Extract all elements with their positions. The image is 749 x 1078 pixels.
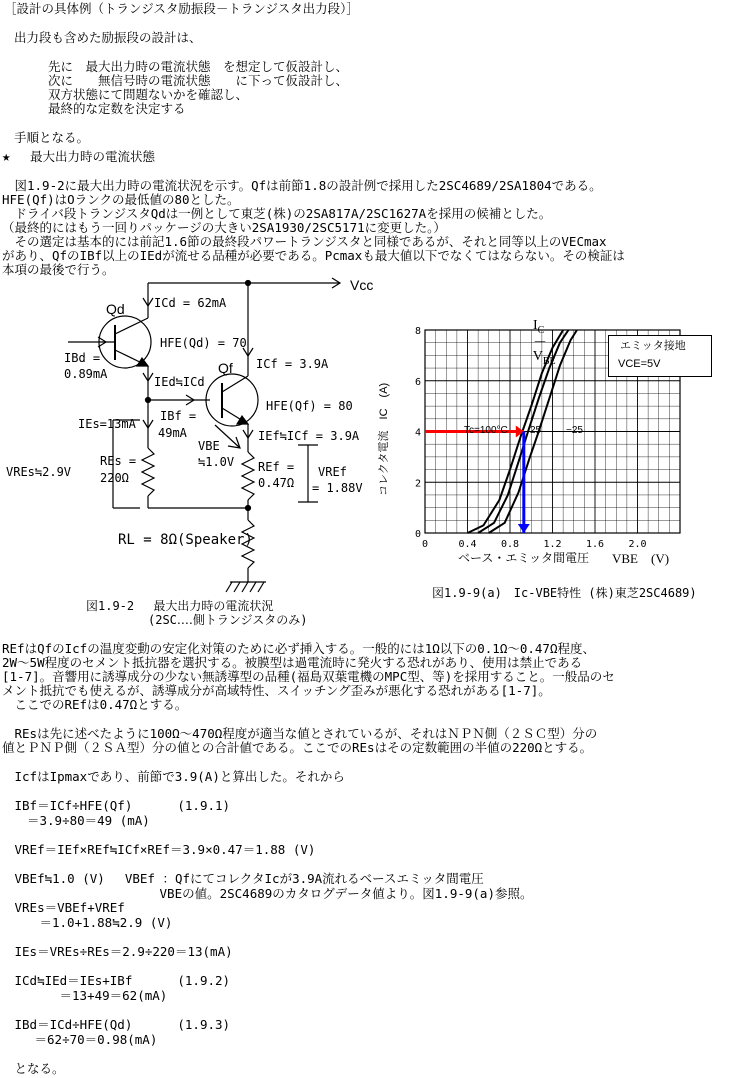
res-value: 220Ω [100,471,129,485]
para3-line-1: REsは先に述べたように100Ω～470Ω程度が適当な値とされているが、それはＮＰＮ側（２ＳＣ型）分の [2,726,598,741]
chart-x-tick: 0.8 [500,539,520,550]
calc-line: IBf＝ICf÷HFE(Qf) (1.9.1) [2,798,231,814]
para1-line-7: 本項の最後で行う。 [2,262,115,277]
chart-caption: 図1.9-9(a) Ic-VBE特性 (株)東芝2SC4689) [432,586,697,600]
chart-title-dash: － [533,335,547,351]
chart-x-tick: 0 [421,539,429,550]
para3-line-2: 値とＰＮＰ側（２ＳＡ型）分の値との合計値である。ここでのREsはその定数範囲の半値の220Ωとする。 [2,740,593,755]
calc-line: ＝13+49＝62(mA) [2,988,168,1003]
calc-line: VREs＝VBEf+VREf [2,900,125,916]
vref-value: = 1.88V [312,481,363,495]
calc-line: ＝1.0+1.88≒2.9 (V) [2,915,173,930]
vres-label: VREs≒2.9V [6,465,72,479]
calc-line: VBEの値。2SC4689のカタログデータ値より。図1.9-9(a)参照。 [2,885,533,901]
calc-line: IEs＝VREs÷REs＝2.9÷220＝13(mA) [2,944,233,960]
hfe-qf-label: HFE(Qf) = 80 [266,399,353,413]
hfe-qd-label: HFE(Qd) = 70 [160,336,247,350]
doc-heading: ［設計の具体例（トランジスタ励振段－トランジスタ出力段）］ [4,1,359,16]
res-label: REs = [100,454,137,468]
calc-line: VREf＝IEf×REf≒ICf×REf＝3.9×0.47＝1.88 (V) [2,842,316,857]
calc-line: ICd≒IEd＝IEs+IBf (1.9.2) [2,973,231,989]
calc-line: ＝3.9÷80＝49 (mA) [2,812,150,828]
para1-line-2: HFE(Qf)はOランクの最低値の80とした。 [2,192,240,207]
para1-line-6: があり、QfのIBf以上のIEdが流せる品種が必要である。Pcmaxも最大値以下でなくてはならない。その検証は [2,248,625,263]
para1-line-5: その選定は基本的には前記1.6節の最終段パワートランジスタと同様であるが、それと同等以上のVECmax [2,234,607,249]
step-1: 先に 最大出力時の電流状態 を想定して仮設計し、 [48,59,349,74]
tc-label: Tc=100°C [464,425,508,436]
para2-line-3: [1-7]。音響用に誘導成分の少ない無誘導型の品種(福島双葉電機のMPC型、等)を採用すること。一般品のセ [2,669,615,684]
doc-intro: 出力段も含めた励振段の設計は、 [14,30,202,45]
step-3: 双方状態にて問題ないかを確認し、 [48,87,249,102]
para2-line-2: 2W～5W程度のセメント抵抗器を選択する。被膜型は過電流時に発火する恐れがあり、使用は禁止である [2,655,583,670]
label-m25: −25 [566,425,583,436]
x-axis-unit: VBE (V) [612,551,670,566]
ibf-value: 49mA [158,426,187,440]
ief-label: IEf≒ICf = 3.9A [258,429,360,443]
circuit-caption-1: 図1.9-2 最大出力時の電流状況 [86,599,274,613]
icd-label: ICd = 62mA [154,296,227,310]
chart-title-be: BE [542,355,556,367]
qf-label: Qf [218,360,233,376]
chart-y-tick: 6 [414,376,421,388]
vref-label: VREf [318,465,347,479]
chart-x-tick: 1.6 [585,539,605,550]
star-icon: ★ [2,149,11,165]
calc-line: VBEf≒1.0 (V) VBEf ：QfにてコレクタIcが3.9A流れるベースエミッタ間電圧 [2,871,484,887]
vbe-value: ≒1.0V [198,455,235,469]
step-4: 最終的な定数を決定する [48,101,186,116]
rl-label: RL = 8Ω(Speaker) [118,532,253,548]
chart-title [526,306,556,368]
y-axis-label: コレクタ電流 IC (A) [378,382,390,496]
chart-arrow-head [518,524,530,533]
chart-title-c: C [537,324,545,336]
calc-line: IBd＝ICd÷HFE(Qd) (1.9.3) [2,1017,231,1033]
chart-x-tick: 1.2 [543,539,562,550]
calc-line: ＝62÷70＝0.98(mA) [2,1031,158,1047]
para2-line-1: REfはQfのIcfの温度変動の安定化対策のために必ず挿入する。一般的には1Ω以下の0.1Ω～0.47Ω程度、 [2,641,595,656]
steps-end: 手順となる。 [14,130,90,145]
ibd-value: 0.89mA [64,367,108,381]
chart-x-tick: 2.0 [628,539,647,550]
chart-box-line-1: エミッタ接地 [620,340,686,352]
vbe-label: VBE [198,439,220,453]
para2-line-5: ここでのREfは0.47Ωとする。 [2,697,188,712]
calc-line: となる。 [2,1061,65,1076]
chart-y-tick: 4 [414,427,421,439]
para1-line-1: 図1.9-2に最大出力時の電流状況を示す。Qfは前節1.8の設計例で採用した2SC4689/2SA1804である。 [2,178,602,193]
chart-box-line-2: VCE=5V [618,358,661,370]
chart-x-tick: 0.4 [458,539,477,550]
section-title: 最大出力時の電流状態 [30,149,156,164]
label-25: 25 [530,425,542,436]
ibf-label: IBf = [160,409,197,423]
ref-value: 0.47Ω [258,476,295,490]
qd-label: Qd [106,301,125,317]
para2-line-4: メント抵抗でも使えるが、誘導成分が高域特性、スイッチング歪みが悪化する恐れがある[1-7]。 [2,683,551,698]
chart-y-tick: 0 [414,529,421,540]
vcc-label: Vcc [350,277,374,293]
chart-title-v: V [532,348,543,364]
ibd-label: IBd = [64,351,101,365]
chart-title-ic: I [533,318,538,333]
x-axis-label: ベース・エミッタ間電圧 [458,551,590,565]
icf-label: ICf = 3.9A [256,357,329,371]
ies-label: IEs=13mA [78,417,136,431]
para1-line-3: ドライバ段トランジスタQdは一例として東芝(株)の2SA817A/2SC1627Aを採用の候補とした。 [2,206,552,221]
step-2: 次に 無信号時の電流状態 に下って仮設計し、 [48,73,349,88]
para1-line-4: （最終的にはもう一回りパッケージの大きい2SA1930/2SC5171に変更した。） [2,220,446,235]
ref-label: REf = [258,460,295,474]
calc-line: IcfはIpmaxであり、前節で3.9(A)と算出した。それから [2,769,345,784]
chart-y-tick: 2 [414,478,421,490]
chart-y-tick: 8 [414,326,421,337]
circuit-caption-2: (2SC‥‥側トランジスタのみ) [148,613,308,627]
ied-label: IEd≒ICd [154,375,205,389]
